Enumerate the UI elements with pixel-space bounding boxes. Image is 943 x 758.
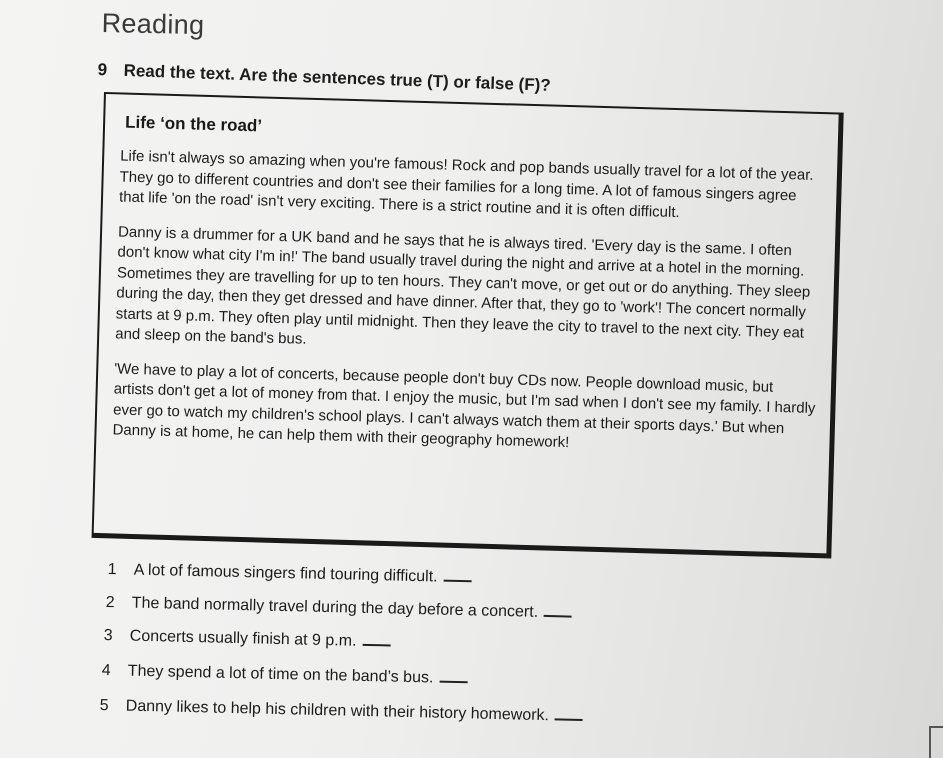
article-paragraph-3: 'We have to play a lot of concerts, because people don't buy CDs now. People download music, but artists don't get a lot of money from that. I enjoy the music, but I'm sad when I don't see my family. I hardly ever go to watch my children's school plays. I can't always watch them at their sports days.' But when Danny is at home, he can help them with their geography homework!	[112, 359, 816, 452]
question-number: 2	[105, 593, 115, 612]
question-item	[108, 560, 472, 587]
article-title: Life ‘on the road’	[124, 112, 263, 136]
page-edge-mark	[929, 726, 943, 758]
reading-text-box	[92, 92, 844, 558]
instruction-text: Read the text. Are the sentences true (T) or false (F)?	[123, 60, 552, 95]
question-number: 1	[107, 560, 117, 579]
question-text: They spend a lot of time on the band’s bus.	[127, 662, 434, 687]
answer-blank[interactable]	[544, 603, 572, 618]
question-text: A lot of famous singers find touring difficult.	[133, 561, 438, 586]
answer-blank[interactable]	[439, 669, 467, 684]
question-text: Concerts usually finish at 9 p.m.	[129, 627, 357, 650]
question-text: Danny likes to help his children with their history homework.	[125, 697, 550, 725]
section-heading: Reading	[101, 8, 205, 41]
answer-blank[interactable]	[362, 632, 390, 647]
answer-blank[interactable]	[555, 706, 583, 721]
question-number: 3	[103, 626, 113, 645]
exercise-instruction	[97, 60, 551, 96]
exercise-number: 9	[97, 60, 108, 80]
article-paragraph-1: Life isn't always so amazing when you're famous! Rock and pop bands usually travel for a lot of the year. They go to different countries and don't see their families for a long time. A lot of famous singers agree that life 'on the road' isn't very exciting. There is a strict routine and it is often difficult.	[118, 147, 814, 222]
question-item	[100, 696, 584, 726]
question-item	[106, 593, 573, 623]
answer-blank[interactable]	[443, 568, 471, 583]
question-text: The band normally travel during the day before a concert.	[131, 594, 539, 621]
question-item	[104, 626, 391, 652]
question-number: 4	[101, 661, 111, 680]
article-paragraph-2: Danny is a drummer for a UK band and he says that he is always tired. 'Every day is the same. I often don't know what city I'm in!' The band usually travel during the night and arrive at a hotel in the morning. Sometimes they are travelling for up to ten hours. They can't move, or get out or do anything. They sleep during the day, then they get dressed and have dinner. After that, they go to 'work'! The concert normally starts at 9 p.m. They often play until midnight. Then they leave the city to travel to the next city. They eat and sleep on the band's bus.	[115, 222, 811, 348]
question-number: 5	[99, 696, 109, 715]
question-item	[102, 661, 468, 688]
